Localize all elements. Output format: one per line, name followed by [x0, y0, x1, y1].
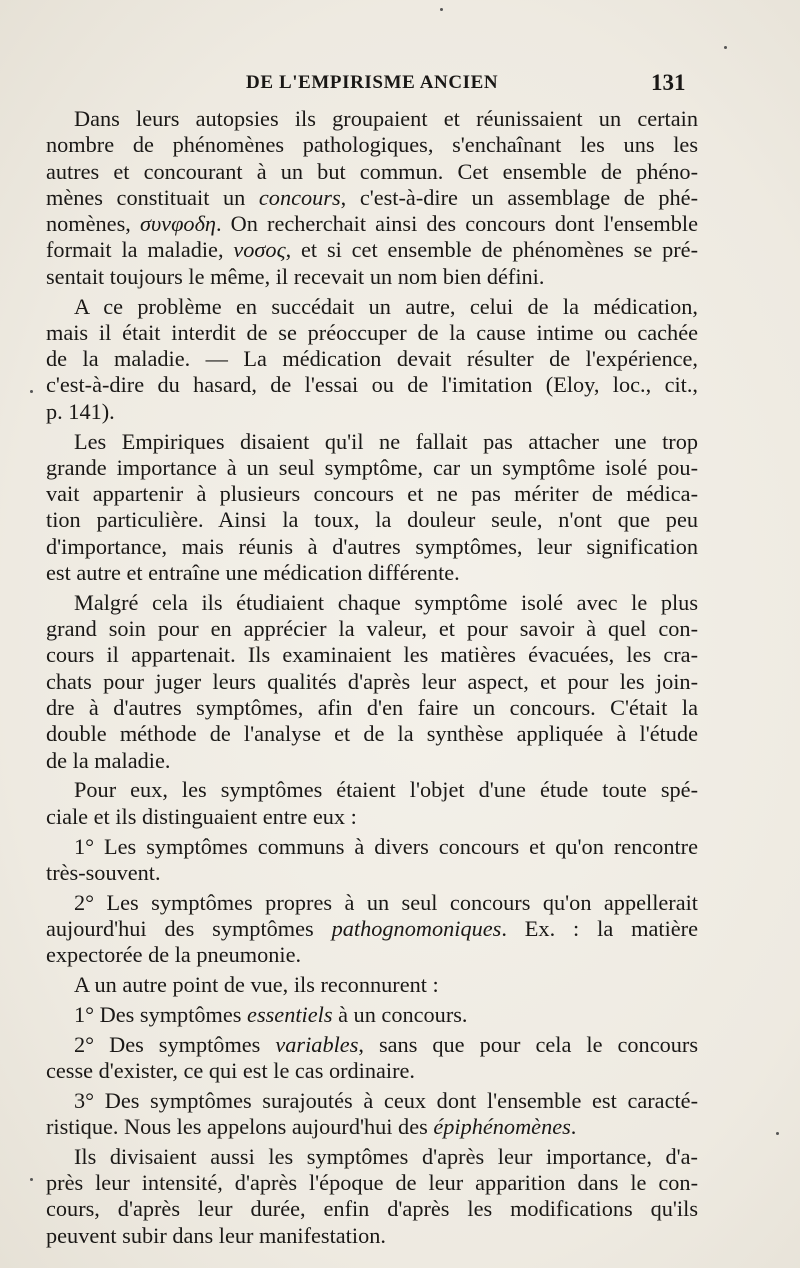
text-line — [46, 916, 698, 942]
running-title: DE L'EMPIRISME ANCIEN — [246, 72, 499, 93]
italic-term: συνφοδη — [139, 211, 216, 237]
ink-speck — [440, 8, 443, 11]
paragraph — [46, 429, 698, 587]
text-run: d'importance, mais réunis à d'autres symptômes, leur signification — [46, 533, 698, 559]
text-line — [46, 942, 698, 968]
paragraph — [46, 1002, 698, 1028]
text-run: . — [570, 1113, 577, 1139]
text-line — [46, 1196, 698, 1222]
text-line — [46, 804, 698, 830]
text-run: p. 141). — [46, 398, 115, 424]
paragraph — [46, 777, 698, 830]
text-run: A un autre point de vue, ils reconnurent : — [74, 972, 439, 997]
text-run: 2° Des symptômes — [74, 1031, 276, 1057]
text-run: 3° Des symptômes surajoutés à ceux dont l'ensemble est caracté- — [74, 1087, 698, 1113]
body-text — [46, 106, 698, 1252]
text-line — [46, 1088, 698, 1114]
text-run: chats pour juger leurs qualités d'après leur aspect, et pour les join- — [46, 668, 698, 694]
text-run: grand soin pour en apprécier la valeur, et pour savoir à quel con- — [46, 616, 698, 642]
text-run: . On recherchait ainsi des concours dont l'ensemble — [216, 211, 698, 237]
page-number: 131 — [651, 70, 686, 95]
text-run: cesse d'exister, ce qui est le cas ordinaire. — [46, 1057, 416, 1083]
text-run: Ils divisaient aussi les symptômes d'après leur importance, d'a- — [74, 1143, 698, 1169]
text-line — [46, 1058, 698, 1084]
text-line — [46, 695, 698, 721]
text-run: Les Empiriques disaient qu'il ne fallait pas attacher une trop — [74, 428, 698, 454]
paragraph — [46, 106, 698, 290]
text-run: vait appartenir à plusieurs concours et ne pas mériter de médica- — [46, 481, 698, 507]
paragraph — [46, 834, 698, 887]
paragraph — [46, 1032, 698, 1085]
paragraph — [46, 294, 698, 425]
text-run: 1° Des symptômes — [74, 1001, 248, 1027]
italic-term: essentiels — [247, 1001, 333, 1027]
paragraph — [46, 972, 698, 998]
text-run: très-souvent. — [46, 859, 161, 885]
text-run: aujourd'hui des symptômes — [46, 915, 332, 941]
text-line — [46, 1223, 698, 1249]
text-run: 2° Les symptômes propres à un seul concours qu'on appellerait — [74, 889, 698, 915]
text-run: nomènes, — [46, 211, 140, 237]
paragraph — [46, 1144, 698, 1249]
text-line — [46, 590, 698, 616]
italic-term: épiphénomènes — [433, 1113, 571, 1139]
text-line — [46, 1144, 698, 1170]
italic-term: pathognomoniques — [331, 915, 502, 941]
text-run: . Ex. : la matière — [501, 915, 698, 941]
text-run: cours il appartenait. Ils examinaient les matières évacuées, les cra- — [46, 642, 698, 668]
text-run: A ce problème en succédait un autre, celui de la médication, — [74, 293, 698, 319]
text-run: c'est-à-dire du hasard, de l'essai ou de l'imitation (Eloy, loc., cit., — [46, 372, 698, 398]
text-line — [46, 748, 698, 774]
text-line — [46, 159, 698, 185]
text-line — [46, 264, 698, 290]
text-run: grande importance à un seul symptôme, car un symptôme isolé pou- — [46, 454, 698, 480]
text-run: peuvent subir dans leur manifestation. — [46, 1222, 386, 1248]
text-line — [46, 320, 698, 346]
text-line — [46, 1114, 698, 1140]
text-run: , et si cet ensemble de phénomènes se pré- — [285, 237, 698, 263]
text-line — [46, 972, 698, 998]
text-line — [46, 372, 698, 398]
text-line — [46, 1170, 698, 1196]
text-run: dre à d'autres symptômes, afin d'en faire un concours. C'était la — [46, 695, 698, 721]
text-line — [46, 294, 698, 320]
text-line — [46, 211, 698, 237]
text-line — [46, 534, 698, 560]
text-line — [46, 777, 698, 803]
text-run: , sans que pour cela le concours — [358, 1031, 698, 1057]
text-line — [46, 429, 698, 455]
ink-speck — [30, 1178, 33, 1181]
text-line — [46, 132, 698, 158]
text-run: de la maladie. — La médication devait résulter de l'expérience, — [46, 346, 698, 372]
text-run: autres et concourant à un but commun. Cet ensemble de phéno- — [46, 158, 698, 184]
text-line — [46, 346, 698, 372]
text-run: formait la maladie, — [46, 237, 234, 263]
text-run: Dans leurs autopsies ils groupaient et réunissaient un certain — [74, 106, 698, 131]
text-line — [46, 507, 698, 533]
text-line — [46, 1002, 698, 1028]
text-line — [46, 481, 698, 507]
text-line — [46, 185, 698, 211]
text-run: expectorée de la pneumonie. — [46, 942, 302, 968]
text-run: double méthode de l'analyse et de la synthèse appliquée à l'étude — [46, 721, 698, 747]
italic-term: concours — [258, 184, 341, 210]
text-run: est autre et entraîne une médication différente. — [46, 560, 460, 586]
text-line — [46, 455, 698, 481]
text-line — [46, 106, 698, 132]
text-line — [46, 669, 698, 695]
text-run: ristique. Nous les appelons aujourd'hui des — [46, 1113, 434, 1139]
text-run: à un concours. — [332, 1001, 468, 1027]
text-run: ciale et ils distinguaient entre eux : — [46, 803, 357, 829]
text-line — [46, 237, 698, 263]
text-run: Malgré cela ils étudiaient chaque symptôme isolé avec le plus — [74, 589, 698, 615]
text-run: cours, d'après leur durée, enfin d'après les modifications qu'ils — [46, 1196, 698, 1222]
paragraph — [46, 1088, 698, 1141]
text-run: mais il était interdit de se préoccuper de la cause intime ou cachée — [46, 319, 698, 345]
text-run: tion particulière. Ainsi la toux, la douleur seule, n'ont que peu — [46, 507, 698, 533]
text-run: mènes constituait un — [46, 184, 259, 210]
italic-term: νοσος — [233, 237, 286, 263]
text-line — [46, 834, 698, 860]
text-line — [46, 560, 698, 586]
ink-speck — [724, 46, 727, 49]
text-run: sentait toujours le même, il recevait un nom bien défini. — [46, 263, 545, 289]
text-line — [46, 890, 698, 916]
text-line — [46, 860, 698, 886]
italic-term: variables — [275, 1031, 359, 1057]
ink-speck — [776, 1132, 779, 1135]
text-run: 1° Les symptômes communs à divers concours et qu'on rencontre — [74, 833, 698, 859]
text-run: , c'est-à-dire un assemblage de phé- — [340, 184, 698, 210]
text-line — [46, 642, 698, 668]
text-run: Pour eux, les symptômes étaient l'objet d'une étude toute spé- — [74, 777, 698, 803]
paragraph — [46, 890, 698, 969]
text-line — [46, 1032, 698, 1058]
text-run: nombre de phénomènes pathologiques, s'enchaînant les uns les — [46, 132, 698, 158]
text-line — [46, 616, 698, 642]
paragraph — [46, 590, 698, 774]
text-run: près leur intensité, d'après l'époque de leur apparition dans le con- — [46, 1170, 698, 1196]
ink-speck — [30, 390, 33, 393]
text-run: de la maladie. — [46, 747, 171, 773]
text-line — [46, 721, 698, 747]
text-line — [46, 399, 698, 425]
